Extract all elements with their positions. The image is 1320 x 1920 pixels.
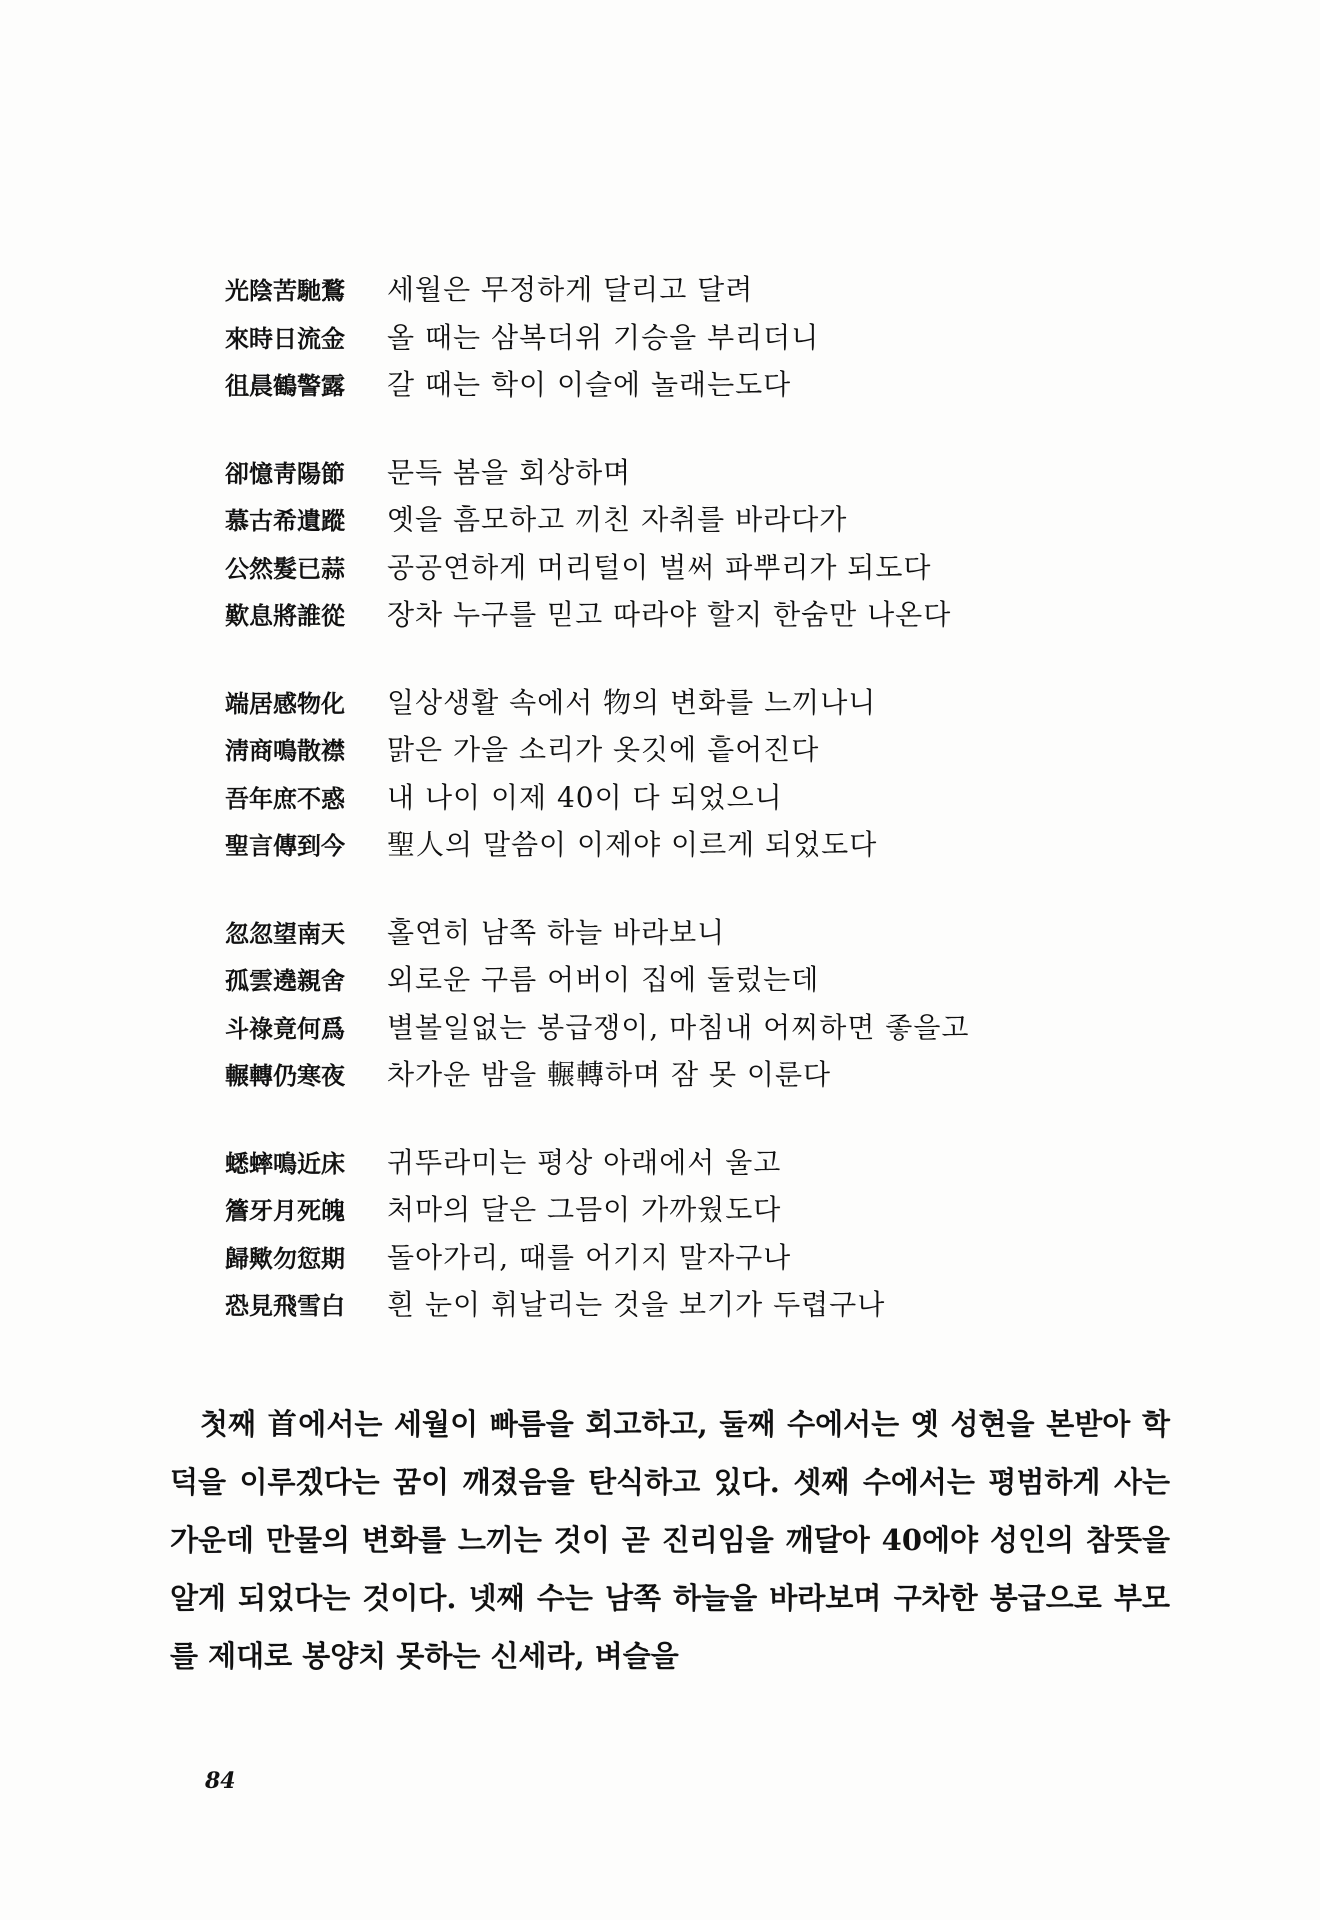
hanja-verse: 光陰苦馳鶩 — [225, 276, 345, 305]
hanja-verse: 歎息將誰從 — [225, 601, 345, 630]
stanza-1 — [225, 268, 1225, 411]
korean-translation: 공공연하게 머리털이 벌써 파뿌리가 되도다 — [387, 550, 932, 584]
stanza-5 — [225, 1141, 1225, 1331]
poem-line — [225, 1188, 1225, 1236]
hanja-verse: 吾年庶不惑 — [225, 783, 345, 813]
korean-translation: 장차 누구를 믿고 따라야 할지 한숨만 나온다 — [387, 598, 952, 631]
hanja-verse: 慕古希遺蹤 — [225, 506, 345, 535]
hanja-verse: 忽忽望南天 — [225, 918, 345, 948]
korean-translation: 맑은 가을 소리가 옷깃에 흩어진다 — [387, 733, 820, 766]
poem-line — [225, 268, 1225, 316]
hanja-verse: 簷牙月死魄 — [225, 1196, 345, 1225]
poem — [225, 268, 1225, 1371]
poem-line — [225, 1283, 1225, 1331]
hanja-verse: 淸商鳴散襟 — [225, 736, 345, 765]
korean-translation: 흰 눈이 휘날리는 것을 보기가 두렵구나 — [387, 1288, 886, 1321]
hanja-verse: 端居感物化 — [225, 688, 345, 718]
poem-line — [225, 1236, 1225, 1284]
hanja-verse: 恐見飛雪白 — [225, 1291, 345, 1320]
poem-line — [225, 681, 1225, 729]
poem-line — [225, 498, 1225, 546]
hanja-verse: 公然髮已蒜 — [225, 553, 345, 583]
poem-line — [225, 451, 1225, 499]
korean-translation: 일상생활 속에서 物의 변화를 느끼나니 — [387, 685, 877, 719]
poem-line — [225, 776, 1225, 824]
hanja-verse: 斗祿竟何爲 — [225, 1013, 345, 1043]
korean-translation: 처마의 달은 그믐이 가까웠도다 — [387, 1193, 782, 1226]
hanja-verse: 輾轉仍寒夜 — [225, 1061, 345, 1090]
korean-translation: 홀연히 남쪽 하늘 바라보니 — [387, 915, 726, 949]
stanza-4 — [225, 911, 1225, 1101]
hanja-verse: 孤雲遶親舍 — [225, 966, 345, 995]
korean-translation: 옛을 흠모하고 끼친 자취를 바라다가 — [387, 503, 848, 536]
hanja-verse: 歸歟勿愆期 — [225, 1243, 345, 1273]
page-number: 84 — [205, 1768, 236, 1794]
korean-translation: 귀뚜라미는 평상 아래에서 울고 — [387, 1145, 782, 1179]
poem-line — [225, 911, 1225, 959]
stanza-3 — [225, 681, 1225, 871]
poem-line — [225, 363, 1225, 411]
korean-translation: 돌아가리, 때를 어기지 말자구나 — [387, 1240, 792, 1274]
korean-translation: 세월은 무정하게 달리고 달려 — [387, 273, 754, 306]
poem-line — [225, 1053, 1225, 1101]
poem-line — [225, 316, 1225, 364]
korean-translation: 문득 봄을 회상하며 — [387, 455, 632, 489]
korean-translation: 차가운 밤을 輾轉하며 잠 못 이룬다 — [387, 1058, 832, 1091]
hanja-verse: 卻憶靑陽節 — [225, 458, 345, 488]
korean-translation: 외로운 구름 어버이 집에 둘렀는데 — [387, 963, 820, 996]
hanja-verse: 聖言傳到今 — [225, 831, 345, 860]
poem-line — [225, 1006, 1225, 1054]
poem-line — [225, 546, 1225, 594]
korean-translation: 내 나이 이제 40이 다 되었으니 — [387, 780, 783, 814]
korean-translation: 聖人의 말씀이 이제야 이르게 되었도다 — [387, 828, 878, 861]
stanza-2 — [225, 451, 1225, 641]
korean-translation: 갈 때는 학이 이슬에 놀래는도다 — [387, 368, 792, 401]
poem-line — [225, 1141, 1225, 1189]
korean-translation: 올 때는 삼복더위 기승을 부리더니 — [387, 320, 820, 354]
poem-line — [225, 823, 1225, 871]
commentary-paragraph: 첫째 首에서는 세월이 빠름을 회고하고, 둘째 수에서는 옛 성현을 본받아 학덕을 이루겠다는 꿈이 깨졌음을 탄식하고 있다. 셋째 수에서는 평범하게 사는 가운데 만물의 변화를 느끼는 것이 곧 진리임을 깨달아 40에야 성인의 참뜻을 알게 되었다는 것이다. 넷째 수는 남쪽 하늘을 바라보며 구차한 봉급으로 부모를 제대로 봉양치 못하는 신세라, 벼슬을 — [170, 1407, 1170, 1673]
korean-translation: 별볼일없는 봉급쟁이, 마침내 어찌하면 좋을고 — [387, 1010, 970, 1044]
poem-line — [225, 593, 1225, 641]
poem-line — [225, 728, 1225, 776]
poem-line — [225, 958, 1225, 1006]
hanja-verse: 來時日流金 — [225, 323, 345, 353]
hanja-verse: 蟋蟀鳴近床 — [225, 1148, 345, 1178]
hanja-verse: 徂晨鶴警露 — [225, 371, 345, 400]
